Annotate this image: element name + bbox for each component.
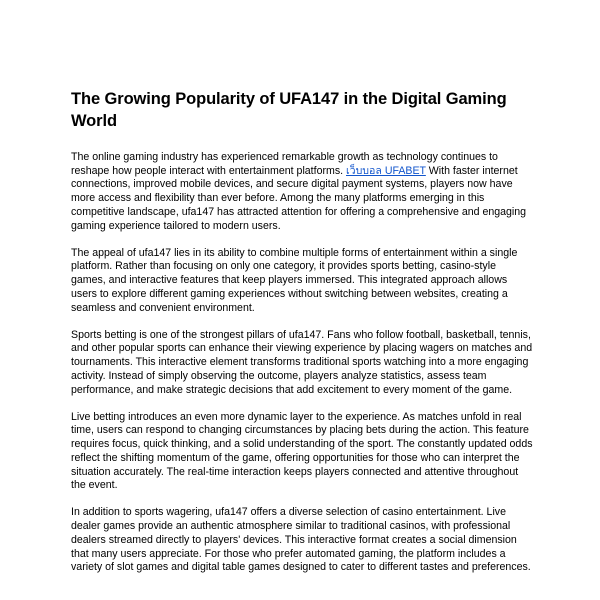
- document-body: [71, 88, 533, 588]
- paragraph-sports-betting: Sports betting is one of the strongest pillars of ufa147. Fans who follow football, basketball, tennis, and other popular sports can enhance their viewing experience by placing wagers on matches and tournaments. This interactive element transforms traditional sports watching into a more engaging activity. Instead of simply observing the outcome, players analyze statistics, assess team performance, and make strategic decisions that add excitement to every moment of the game.: [71, 328, 533, 396]
- paragraph-intro-text-start: The online gaming industry has experienced remarkable growth as technology continues to reshape how people interact with entertainment platforms.: [71, 151, 498, 177]
- paragraph-casino: In addition to sports wagering, ufa147 offers a diverse selection of casino entertainment. Live dealer games provide an authentic atmosphere similar to traditional casinos, with professional dealers streamed directly to players' devices. This interactive format creates a social dimension that many users appreciate. For those who prefer automated gaming, the platform includes a variety of slot games and digital table games designed to cater to different tastes and preferences.: [71, 506, 531, 574]
- paragraph-intro: [71, 151, 533, 233]
- paragraph-appeal: The appeal of ufa147 lies in its ability to combine multiple forms of entertainment within a single platform. Rather than focusing on only one category, it provides sports betting, casino-style games, and interactive features that keep players immersed. This integrated approach allows users to explore different gaming experiences without switching between websites, creating a seamless and convenient environment.: [71, 246, 518, 314]
- document-title: The Growing Popularity of UFA147 in the Digital Gaming World: [71, 90, 507, 130]
- paragraph-live-betting: Live betting introduces an even more dynamic layer to the experience. As matches unfold in real time, users can respond to changing circumstances by placing bets during the action. This feature requires focus, quick thinking, and a solid understanding of the sport. The constantly updated odds reflect the shifting momentum of the game, offering opportunities for those who can interpret the situation accurately. The real-time interaction keeps players connected and attentive throughout the event.: [71, 410, 533, 492]
- paragraph-intro-text-end: With faster internet connections, improved mobile devices, and secure digital payment systems, players now have more access and flexibility than ever before. Among the many platforms emerging in this competitive landscape, ufa147 has attracted attention for offering a comprehensive and engaging gaming experience tailored to modern users.: [71, 164, 527, 232]
- ufabet-link[interactable]: เว็บบอล UFABET: [346, 164, 426, 177]
